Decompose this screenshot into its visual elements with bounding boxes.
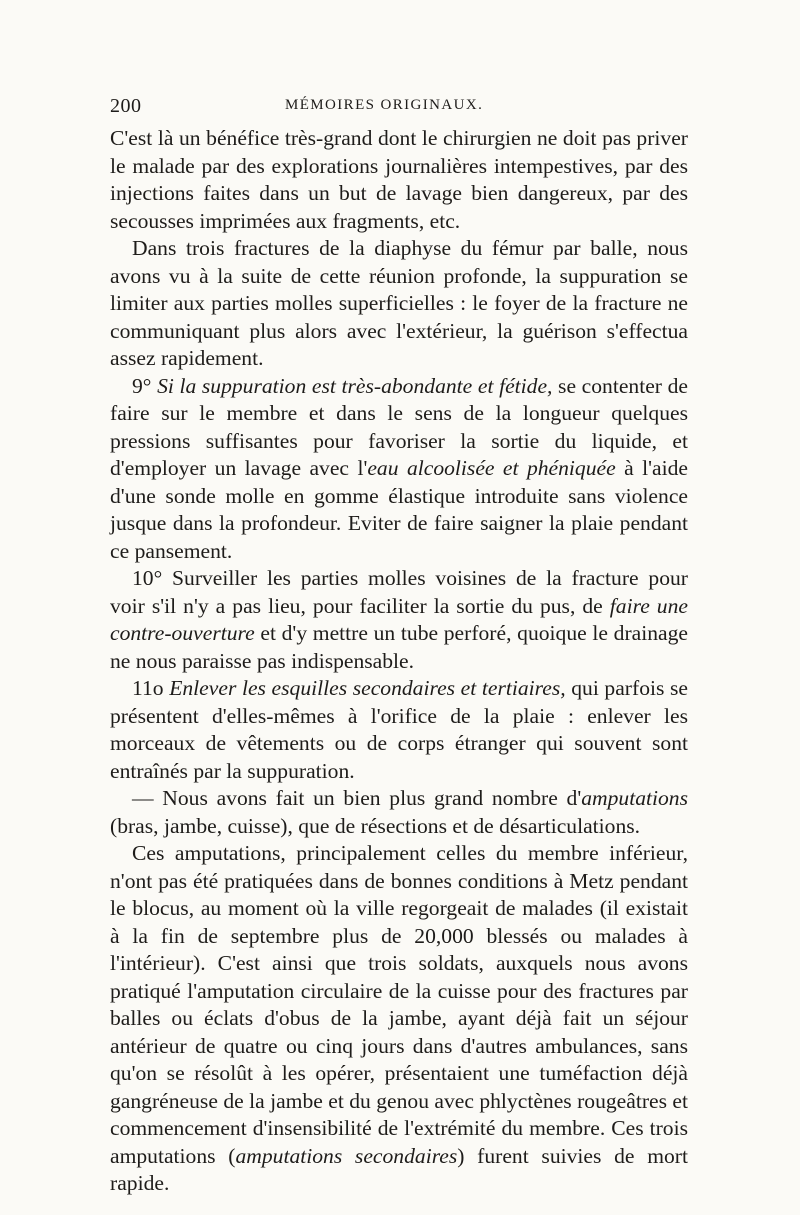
paragraph-text: à l'aide d'une sonde molle en gomme élastique introduite sans violence jusque dans la profondeur. Eviter de faire saigner la plaie pendant ce pansement. — [110, 456, 688, 563]
paragraph-metz — [110, 840, 688, 1198]
paragraph-text: et d'y mettre un tube perforé, quoique le drainage ne nous paraisse pas indispensable. — [110, 621, 688, 673]
book-page — [110, 95, 688, 1198]
paragraph-amputations — [110, 785, 688, 840]
paragraph-text: — Nous avons fait un bien plus grand nombre d' — [132, 786, 582, 810]
paragraph-text: C'est là un bénéfice très-grand dont le chirurgien ne doit pas priver le malade par des explorations journalières intempestives, par des injections faites dans un but de lavage bien dangereux, par des secousses imprimées aux fragments, etc. — [110, 126, 688, 233]
paragraph-text: (bras, jambe, cuisse), que de résections et de désarticulations. — [110, 813, 641, 838]
italic-phrase: eau alcoolisée et phéniquée — [367, 456, 616, 480]
italic-phrase: amputations — [581, 786, 688, 810]
paragraph-text: Surveiller les parties molles voisines de la fracture pour voir s'il n'y a pas lieu, pour faciliter la sortie du pus, de — [110, 566, 688, 618]
paragraph-text: Ces amputations, principalement celles du membre inférieur, n'ont pas été pratiquées dans de bonnes conditions à Metz pendant le blocus, au moment où la ville regorgeait de malades (il existait à la fin de septembre plus de 20,000 blessés ou malades à l'intérieur). C'est ainsi que trois soldats, auxquels nous avons pratiqué l'amputation circulaire de la cuisse pour des fractures par balles ou éclats d'obus de la jambe, ayant déjà fait un séjour antérieur de quatre ou cinq jours dans d'autres ambulances, sans qu'on se résolût à les opérer, présentaient une tuméfaction déjà gangréneuse de la jambe et du genou avec phlyctènes rougeâtres et commencement d'insensibilité de l'extrémité du membre. Ces trois amputations ( — [110, 841, 688, 1168]
item-number: 10° — [132, 566, 163, 590]
paragraph-text: qui parfois se présentent d'elles-mêmes à l'orifice de la plaie : enlever les morceaux de vêtements ou de corps étranger qui souvent sont entraînés par la suppuration. — [110, 676, 688, 783]
item-number: 9° — [132, 373, 152, 398]
paragraph-item-11 — [110, 675, 688, 785]
italic-phrase: faire une contre-ouverture — [110, 593, 688, 645]
italic-phrase: amputations secondaires — [235, 1143, 458, 1168]
paragraph-text: se contenter de faire sur le membre et dans le sens de la longueur quelques pressions suffisantes pour favoriser la sortie du liquide, et d'employer un lavage avec l' — [110, 373, 688, 480]
italic-phrase: Enlever les esquilles secondaires et tertiaires, — [163, 676, 566, 700]
page-number: 200 — [110, 95, 142, 117]
italic-phrase: Si la suppuration est très-abondante et fétide, — [157, 373, 553, 398]
paragraph-text: ) furent suivies de mort rapide. — [110, 1143, 688, 1195]
paragraph-2 — [110, 235, 688, 373]
page-body — [110, 125, 688, 1198]
running-title: MÉMOIRES ORIGINAUX. — [285, 97, 484, 113]
paragraph-text: Dans trois fractures de la diaphyse du fémur par balle, nous avons vu à la suite de cette réunion profonde, la suppuration se limiter aux parties molles superficielles : le foyer de la fracture ne communiquant plus alors avec l'extérieur, la guérison s'effectua assez rapidement. — [110, 236, 688, 370]
paragraph-1 — [110, 125, 688, 235]
item-number: 11o — [132, 676, 164, 700]
running-header — [110, 95, 688, 125]
paragraph-item-9 — [110, 373, 688, 566]
paragraph-item-10 — [110, 565, 688, 675]
